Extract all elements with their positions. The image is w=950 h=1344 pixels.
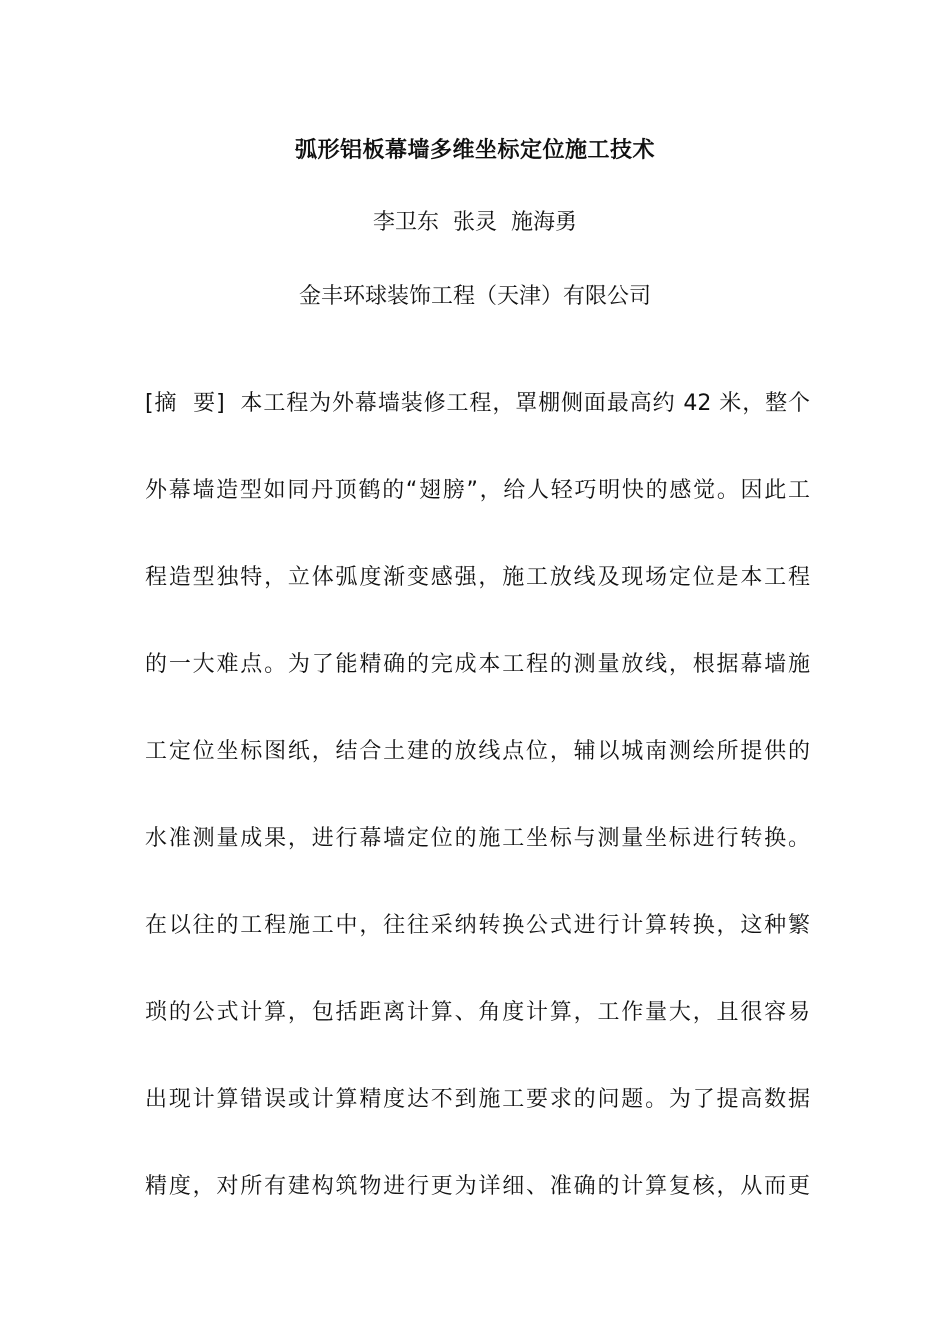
- paper-authors: 李卫东 张灵 施海勇: [373, 210, 577, 235]
- abstract-line: 在以往的工程施工中，往往采纳转换公式进行计算转换，这种繁: [145, 913, 810, 938]
- paper-affiliation: 金丰环球装饰工程（天津）有限公司: [298, 284, 651, 309]
- abstract-line: [摘 要] 本工程为外幕墙装修工程，罩棚侧面最高约 42 米，整个: [145, 391, 810, 416]
- paper-title: 弧形铝板幕墙多维坐标定位施工技术: [294, 138, 655, 163]
- abstract-line: 水准测量成果，进行幕墙定位的施工坐标与测量坐标进行转换。: [145, 826, 810, 851]
- abstract-line: 出现计算错误或计算精度达不到施工要求的问题。为了提高数据: [145, 1087, 810, 1112]
- abstract-line: 琐的公式计算，包括距离计算、角度计算，工作量大，且很容易: [145, 1000, 810, 1025]
- abstract-line: 程造型独特，立体弧度渐变感强，施工放线及现场定位是本工程: [145, 565, 810, 590]
- abstract-line: 的一大难点。为了能精确的完成本工程的测量放线，根据幕墙施: [145, 652, 810, 677]
- abstract-line: 工定位坐标图纸，结合土建的放线点位，辅以城南测绘所提供的: [145, 739, 810, 764]
- abstract-line: 精度，对所有建构筑物进行更为详细、准确的计算复核，从而更: [145, 1174, 810, 1199]
- abstract-line: 外幕墙造型如同丹顶鹤的“翅膀”，给人轻巧明快的感觉。因此工: [145, 478, 810, 503]
